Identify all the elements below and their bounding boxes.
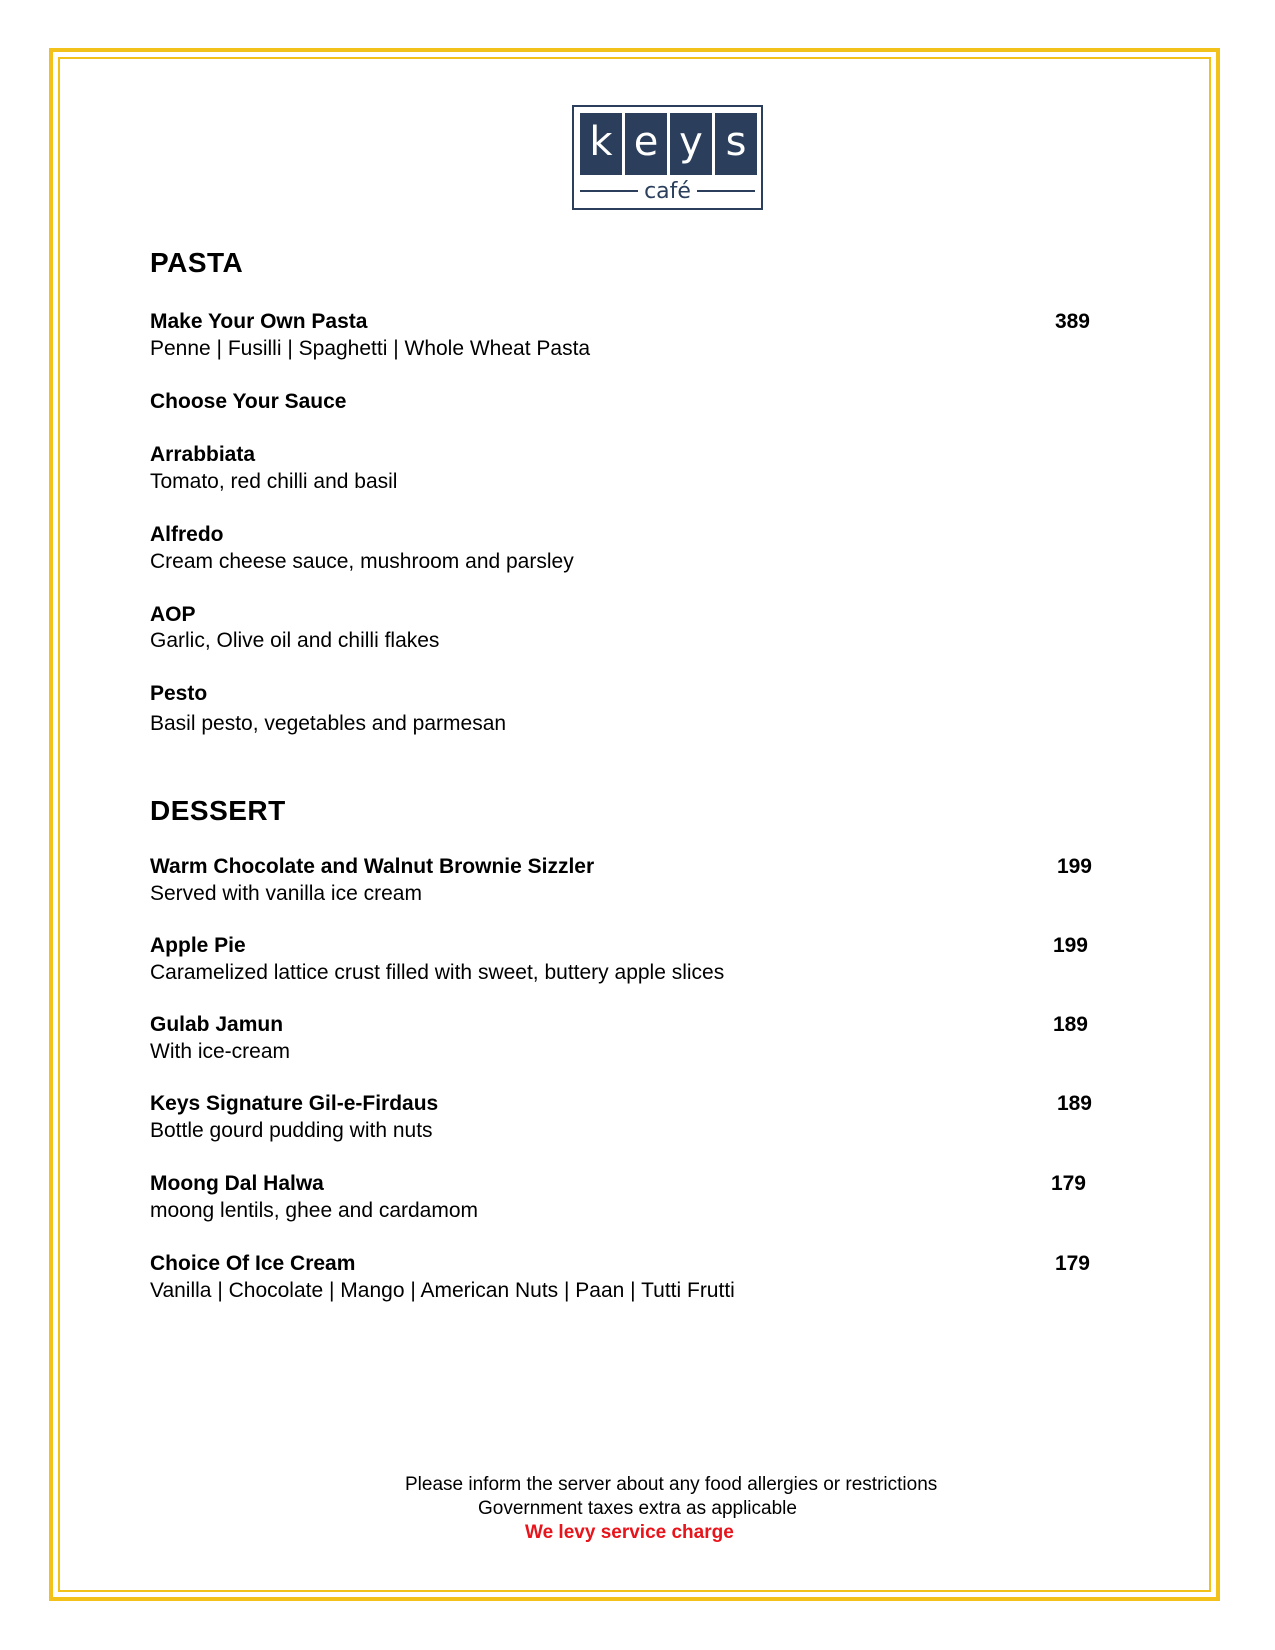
footer-tax-note: Government taxes extra as applicable [478,1498,797,1519]
item-price-brownie-sizzler: 199 [1056,855,1092,878]
item-name-aop: AOP [150,603,196,626]
item-price-ice-cream: 179 [1054,1252,1090,1275]
item-name-pesto: Pesto [150,682,208,705]
sauce-heading: Choose Your Sauce [150,390,347,413]
item-desc-gulab-jamun: With ice-cream [150,1040,291,1063]
item-desc-ice-cream: Vanilla | Chocolate | Mango | American Nuts | Paan | Tutti Frutti [150,1279,735,1302]
footer-allergy-note: Please inform the server about any food allergies or restrictions [405,1474,938,1495]
item-name-alfredo: Alfredo [150,523,224,546]
logo-letter: s [715,113,757,175]
item-desc-apple-pie: Caramelized lattice crust filled with sweet, buttery apple slices [150,961,725,984]
item-desc-alfredo: Cream cheese sauce, mushroom and parsley [150,550,574,573]
item-name-moong-dal-halwa: Moong Dal Halwa [150,1172,324,1195]
item-price-gil-e-firdaus: 189 [1056,1092,1092,1115]
item-name-ice-cream: Choice Of Ice Cream [150,1252,356,1275]
item-price-gulab-jamun: 189 [1052,1013,1088,1036]
item-price-apple-pie: 199 [1052,934,1088,957]
item-name-brownie-sizzler: Warm Chocolate and Walnut Brownie Sizzler [150,855,595,878]
item-desc-aop: Garlic, Olive oil and chilli flakes [150,629,440,652]
item-name-arrabbiata: Arrabbiata [150,443,256,466]
section-title-pasta: PASTA [150,247,244,278]
item-price-moong-dal-halwa: 179 [1050,1172,1086,1195]
logo-letter: k [580,113,622,175]
item-desc-make-your-own-pasta: Penne | Fusilli | Spaghetti | Whole Wheat Pasta [150,337,591,360]
item-desc-gil-e-firdaus: Bottle gourd pudding with nuts [150,1119,433,1142]
item-desc-moong-dal-halwa: moong lentils, ghee and cardamom [150,1199,479,1222]
section-title-dessert: DESSERT [150,795,286,826]
item-desc-pesto: Basil pesto, vegetables and parmesan [150,712,507,735]
logo-subtitle-row [580,179,755,203]
logo-rule-right [697,190,755,192]
logo-letter: y [670,113,712,175]
item-name-gil-e-firdaus: Keys Signature Gil-e-Firdaus [150,1092,439,1115]
keys-cafe-logo [572,105,763,210]
logo-subtitle: café [644,178,691,204]
item-name-make-your-own-pasta: Make Your Own Pasta [150,310,368,333]
footer-service-charge: We levy service charge [525,1522,734,1543]
item-desc-arrabbiata: Tomato, red chilli and basil [150,470,398,493]
item-name-apple-pie: Apple Pie [150,934,246,957]
item-name-gulab-jamun: Gulab Jamun [150,1013,284,1036]
item-price-make-your-own-pasta: 389 [1054,310,1090,333]
item-desc-brownie-sizzler: Served with vanilla ice cream [150,882,422,905]
logo-letter: e [625,113,667,175]
logo-rule-left [580,190,638,192]
logo-letters [580,113,757,175]
